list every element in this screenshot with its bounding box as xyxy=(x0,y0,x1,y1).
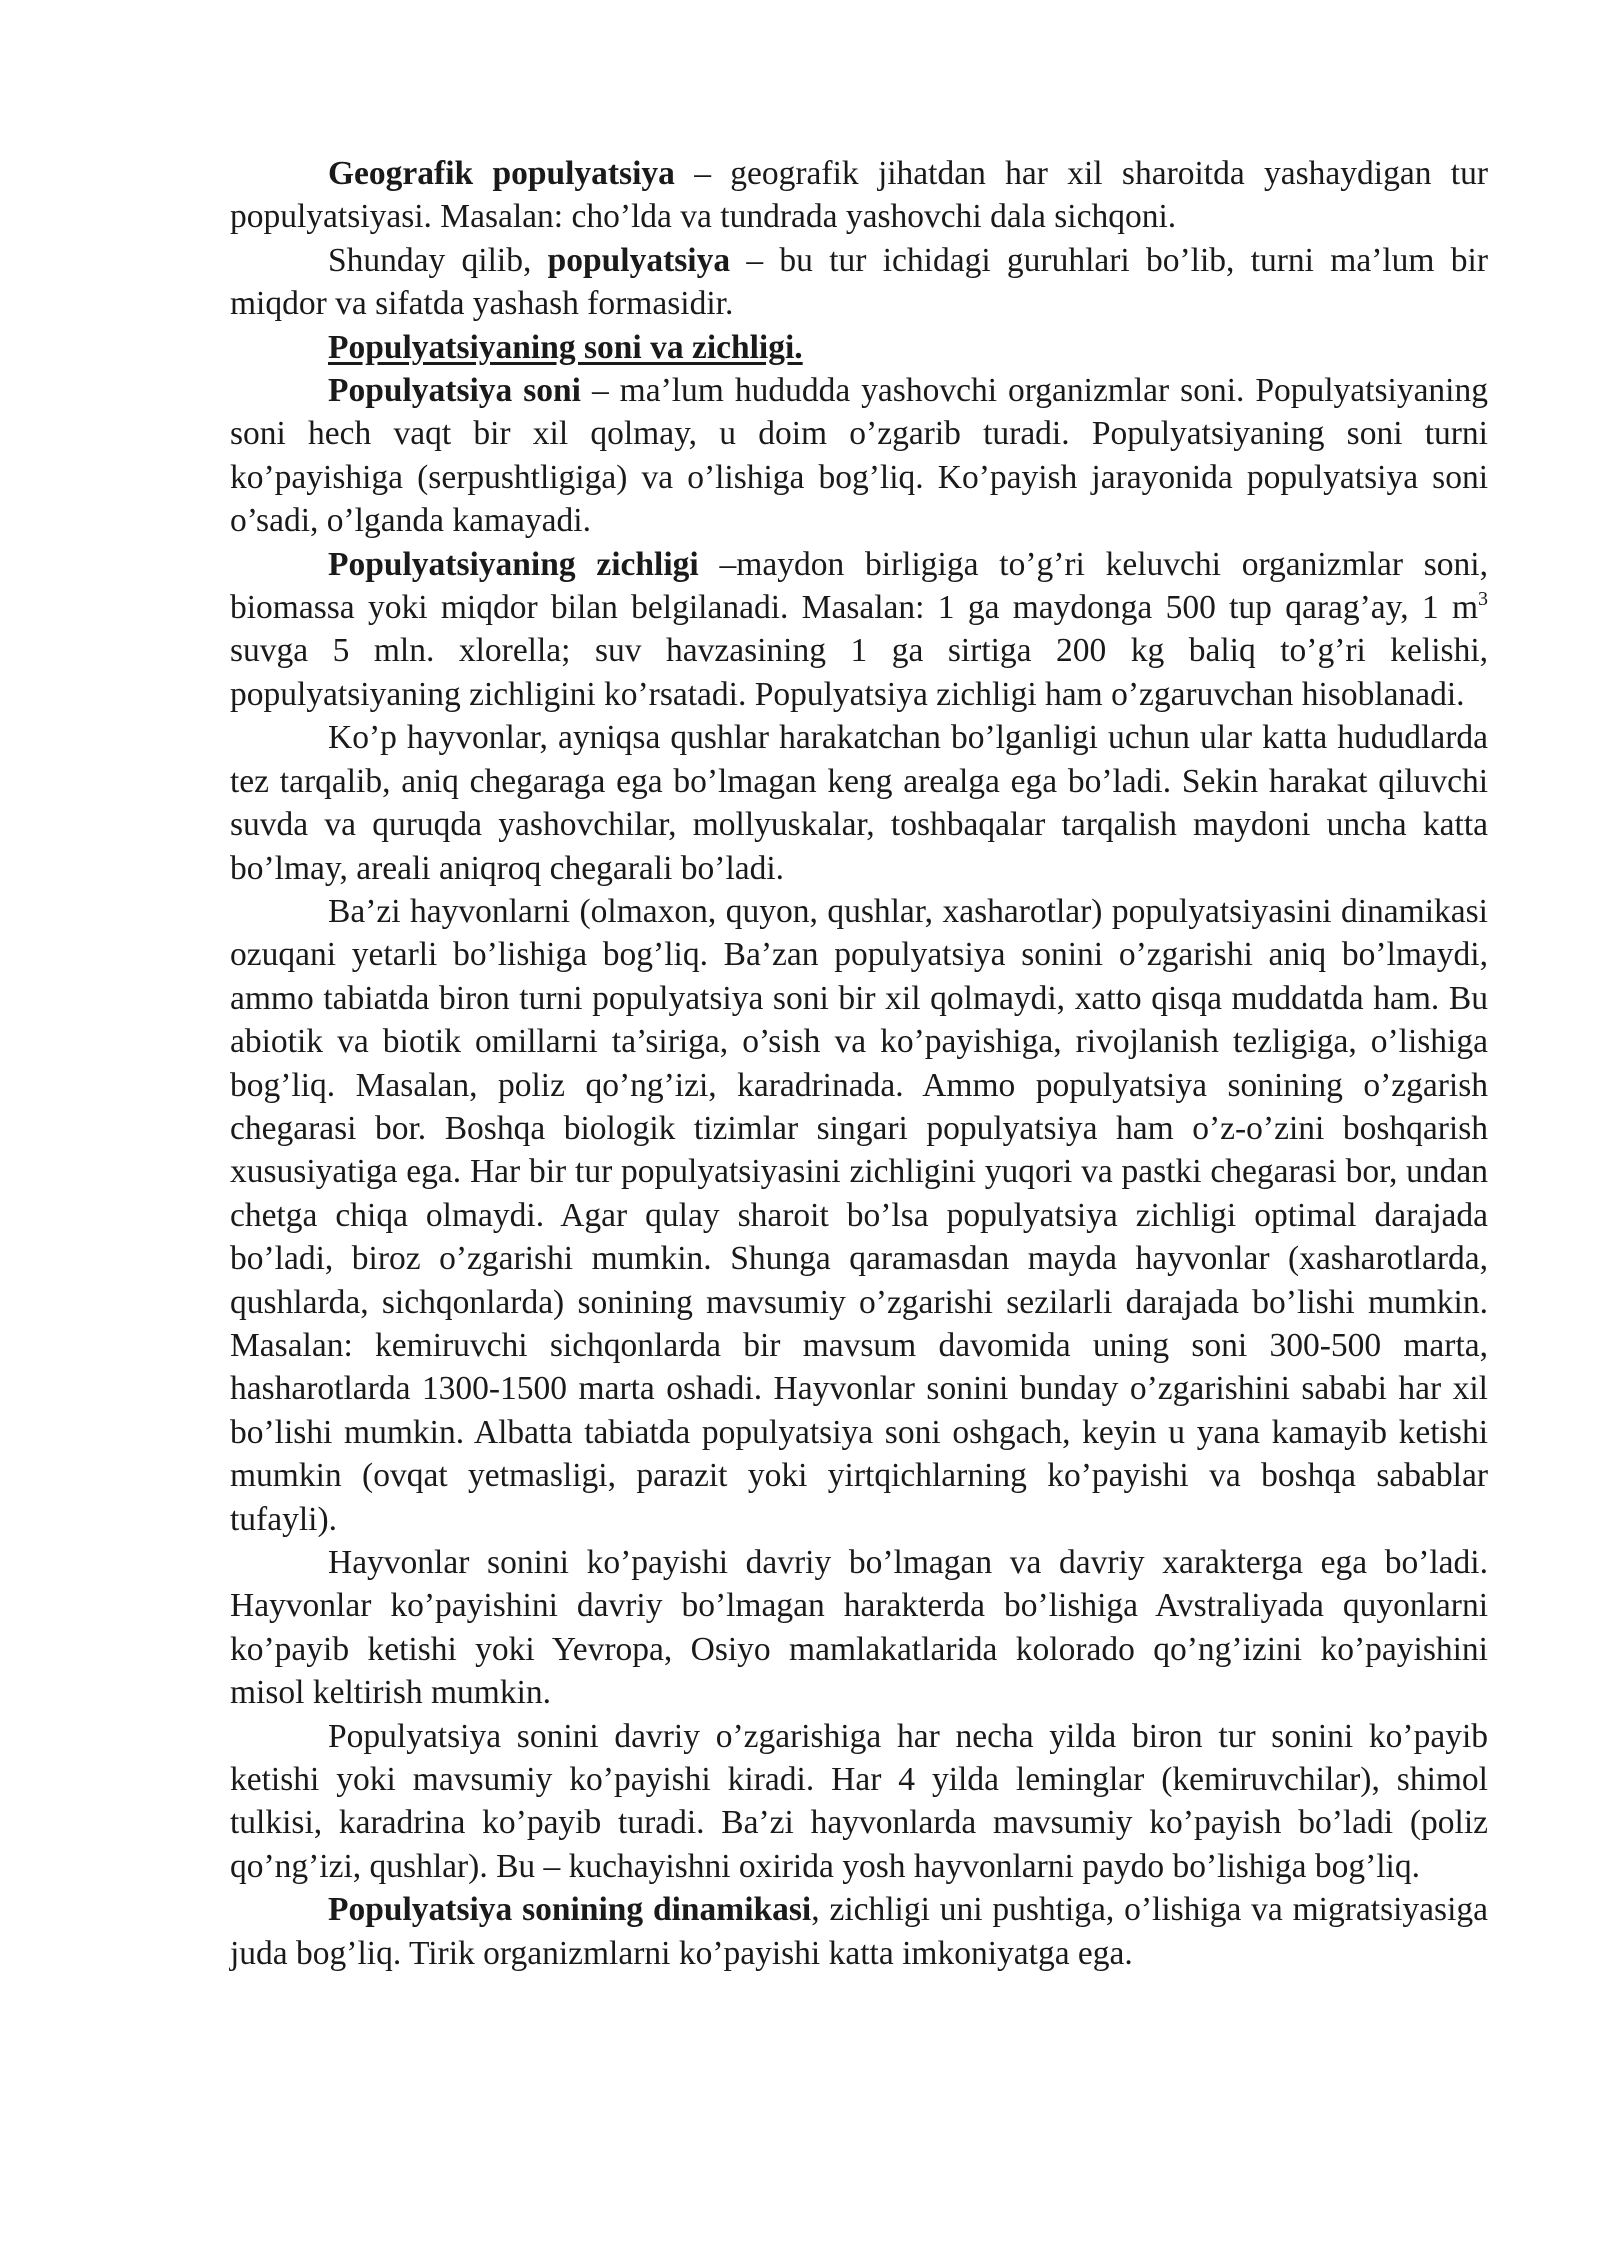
paragraph-text: –maydon birligiga to’g’ri keluvchi organizmlar soni, biomassa yoki miqdor bilan belgilanadi. Masalan: 1 ga maydonga 500 tup qarag’ay, 1 m xyxy=(230,545,1488,627)
paragraph-geographic-population xyxy=(230,152,1488,239)
term-geographic-population: Geografik populyatsiya xyxy=(328,155,675,192)
term-population-dynamics: Populyatsiya sonining dinamikasi xyxy=(328,1891,812,1929)
section-heading xyxy=(230,326,1488,369)
paragraph-population-dynamics: Ba’zi hayvonlarni (olmaxon, quyon, qushlar, xasharotlar) populyatsiyasini dinamikasi ozuqani yetarli bo’lishiga bog’liq. Ba’zan populyatsiya sonini o’zgarishi aniq bo’lmaydi, ammo tabiatda biron turni populyatsiya soni bir xil qolmaydi, xatto qisqa muddatda ham. Bu abiotik va biotik omillarni ta’siriga, o’sish va ko’payishiga, rivojlanish tezligiga, o’lishiga bog’liq. Masalan, poliz qo’ng’izi, karadrinada. Ammo populyatsiya sonining o’zgarish chegarasi bor. Boshqa biologik tizimlar singari populyatsiya ham o’z-o’zini boshqarish xususiyatiga ega. Har bir tur populyatsiyasini zichligini yuqori va pastki chegarasi bor, undan chetga chiqa olmaydi. Agar qulay sharoit bo’lsa populyatsiya zichligi optimal darajada bo’ladi, biroz o’zgarishi mumkin. Shunga qaramasdan mayda hayvonlar (xasharotlarda, qushlarda, sichqonlarda) sonining mavsumiy o’zgarishi sezilarli darajada bo’lishi mumkin. Masalan: kemiruvchi sichqonlarda bir mavsum davomida uning soni 300-500 marta, hasharotlarda 1300-1500 marta oshadi. Hayvonlar sonini bunday o’zgarishini sababi har xil bo’lishi mumkin. Albatta tabiatda populyatsiya soni oshgach, keyin u yana kamayib ketishi mumkin (ovqat yetmasligi, parazit yoki yirtqichlarning ko’payishi va boshqa sabablar tufayli). xyxy=(230,892,1488,1538)
paragraph-lead: Shunday qilib, xyxy=(328,241,548,279)
paragraph-population-density xyxy=(230,543,1488,717)
document-page xyxy=(230,152,1488,1975)
paragraph-population-size xyxy=(230,369,1488,543)
paragraph-mobile-animals: Ko’p hayvonlar, ayniqsa qushlar harakatchan bo’lganligi uchun ular katta hududlarda tez tarqalib, aniq chegaraga ega bo’lmagan keng arealga ega bo’ladi. Sekin harakat qiluvchi suvda va quruqda yashovchilar, mollyuskalar, toshbaqalar tarqalish maydoni uncha katta bo’lmay, areali aniqroq chegarali bo’ladi. xyxy=(230,719,1488,887)
term-population-density: Populyatsiyaning zichligi xyxy=(328,545,699,583)
paragraph-text: – geografik jihatdan har xil sharoitda yashaydigan tur populyatsiyasi. Masalan: cho’lda va tundrada yashovchi dala sichqoni. xyxy=(230,155,1488,236)
paragraph-periodic-change: Populyatsiya sonini davriy o’zgarishiga har necha yilda biron tur sonini ko’payib ketishi yoki mavsumiy ko’payishi kiradi. Har 4 yilda leminglar (kemiruvchilar), shimol tulkisi, karadrina ko’payib turadi. Ba’zi hayvonlarda mavsumiy ko’payish bo’ladi (poliz qo’ng’izi, qushlar). Bu – kuchayishni oxirida yosh hayvonlarni paydo bo’lishiga bog’liq. xyxy=(230,1717,1488,1885)
paragraph-dynamics-dependence xyxy=(230,1888,1488,1975)
paragraph-text-continued: suvga 5 mln. xlorella; suv havzasining 1 ga sirtiga 200 kg baliq to’g’ri kelishi, populyatsiyaning zichligini ko’rsatadi. Populyatsiya zichligi ham o’zgaruvchan hisoblanadi. xyxy=(230,632,1488,713)
paragraph-population-definition xyxy=(230,239,1488,326)
term-population: populyatsiya xyxy=(547,241,731,279)
paragraph-text: – ma’lum hududda yashovchi organizmlar soni. Populyatsiyaning soni hech vaqt bir xil qolmay, u doim o’zgarib turadi. Populyatsiyaning soni turni ko’payishiga (serpushtligiga) va o’lishiga bog’liq. Ko’payish jarayonida populyatsiya soni o’sadi, o’lganda kamayadi. xyxy=(230,372,1488,540)
paragraph-text: – bu tur ichidagi guruhlari bo’lib, turni ma’lum bir miqdor va sifatda yashash formasidir. xyxy=(230,241,1488,323)
section-heading-text: Populyatsiyaning soni va zichligi. xyxy=(328,328,803,366)
paragraph-periodic-growth: Hayvonlar sonini ko’payishi davriy bo’lmagan va davriy xarakterga ega bo’ladi. Hayvonlar ko’payishini davriy bo’lmagan harakterda bo’lishiga Avstraliyada quyonlarni ko’payib ketishi yoki Yevropa, Osiyo mamlakatlarida kolorado qo’ng’izini ko’payishini misol keltirish mumkin. xyxy=(230,1544,1488,1712)
superscript-cubed: 3 xyxy=(1478,587,1488,610)
term-population-size: Populyatsiya soni xyxy=(328,372,581,410)
paragraph-text: , zichligi uni pushtiga, o’lishiga va migratsiyasiga juda bog’liq. Tirik organizmlarni ko’payishi katta imkoniyatga ega. xyxy=(230,1891,1488,1972)
